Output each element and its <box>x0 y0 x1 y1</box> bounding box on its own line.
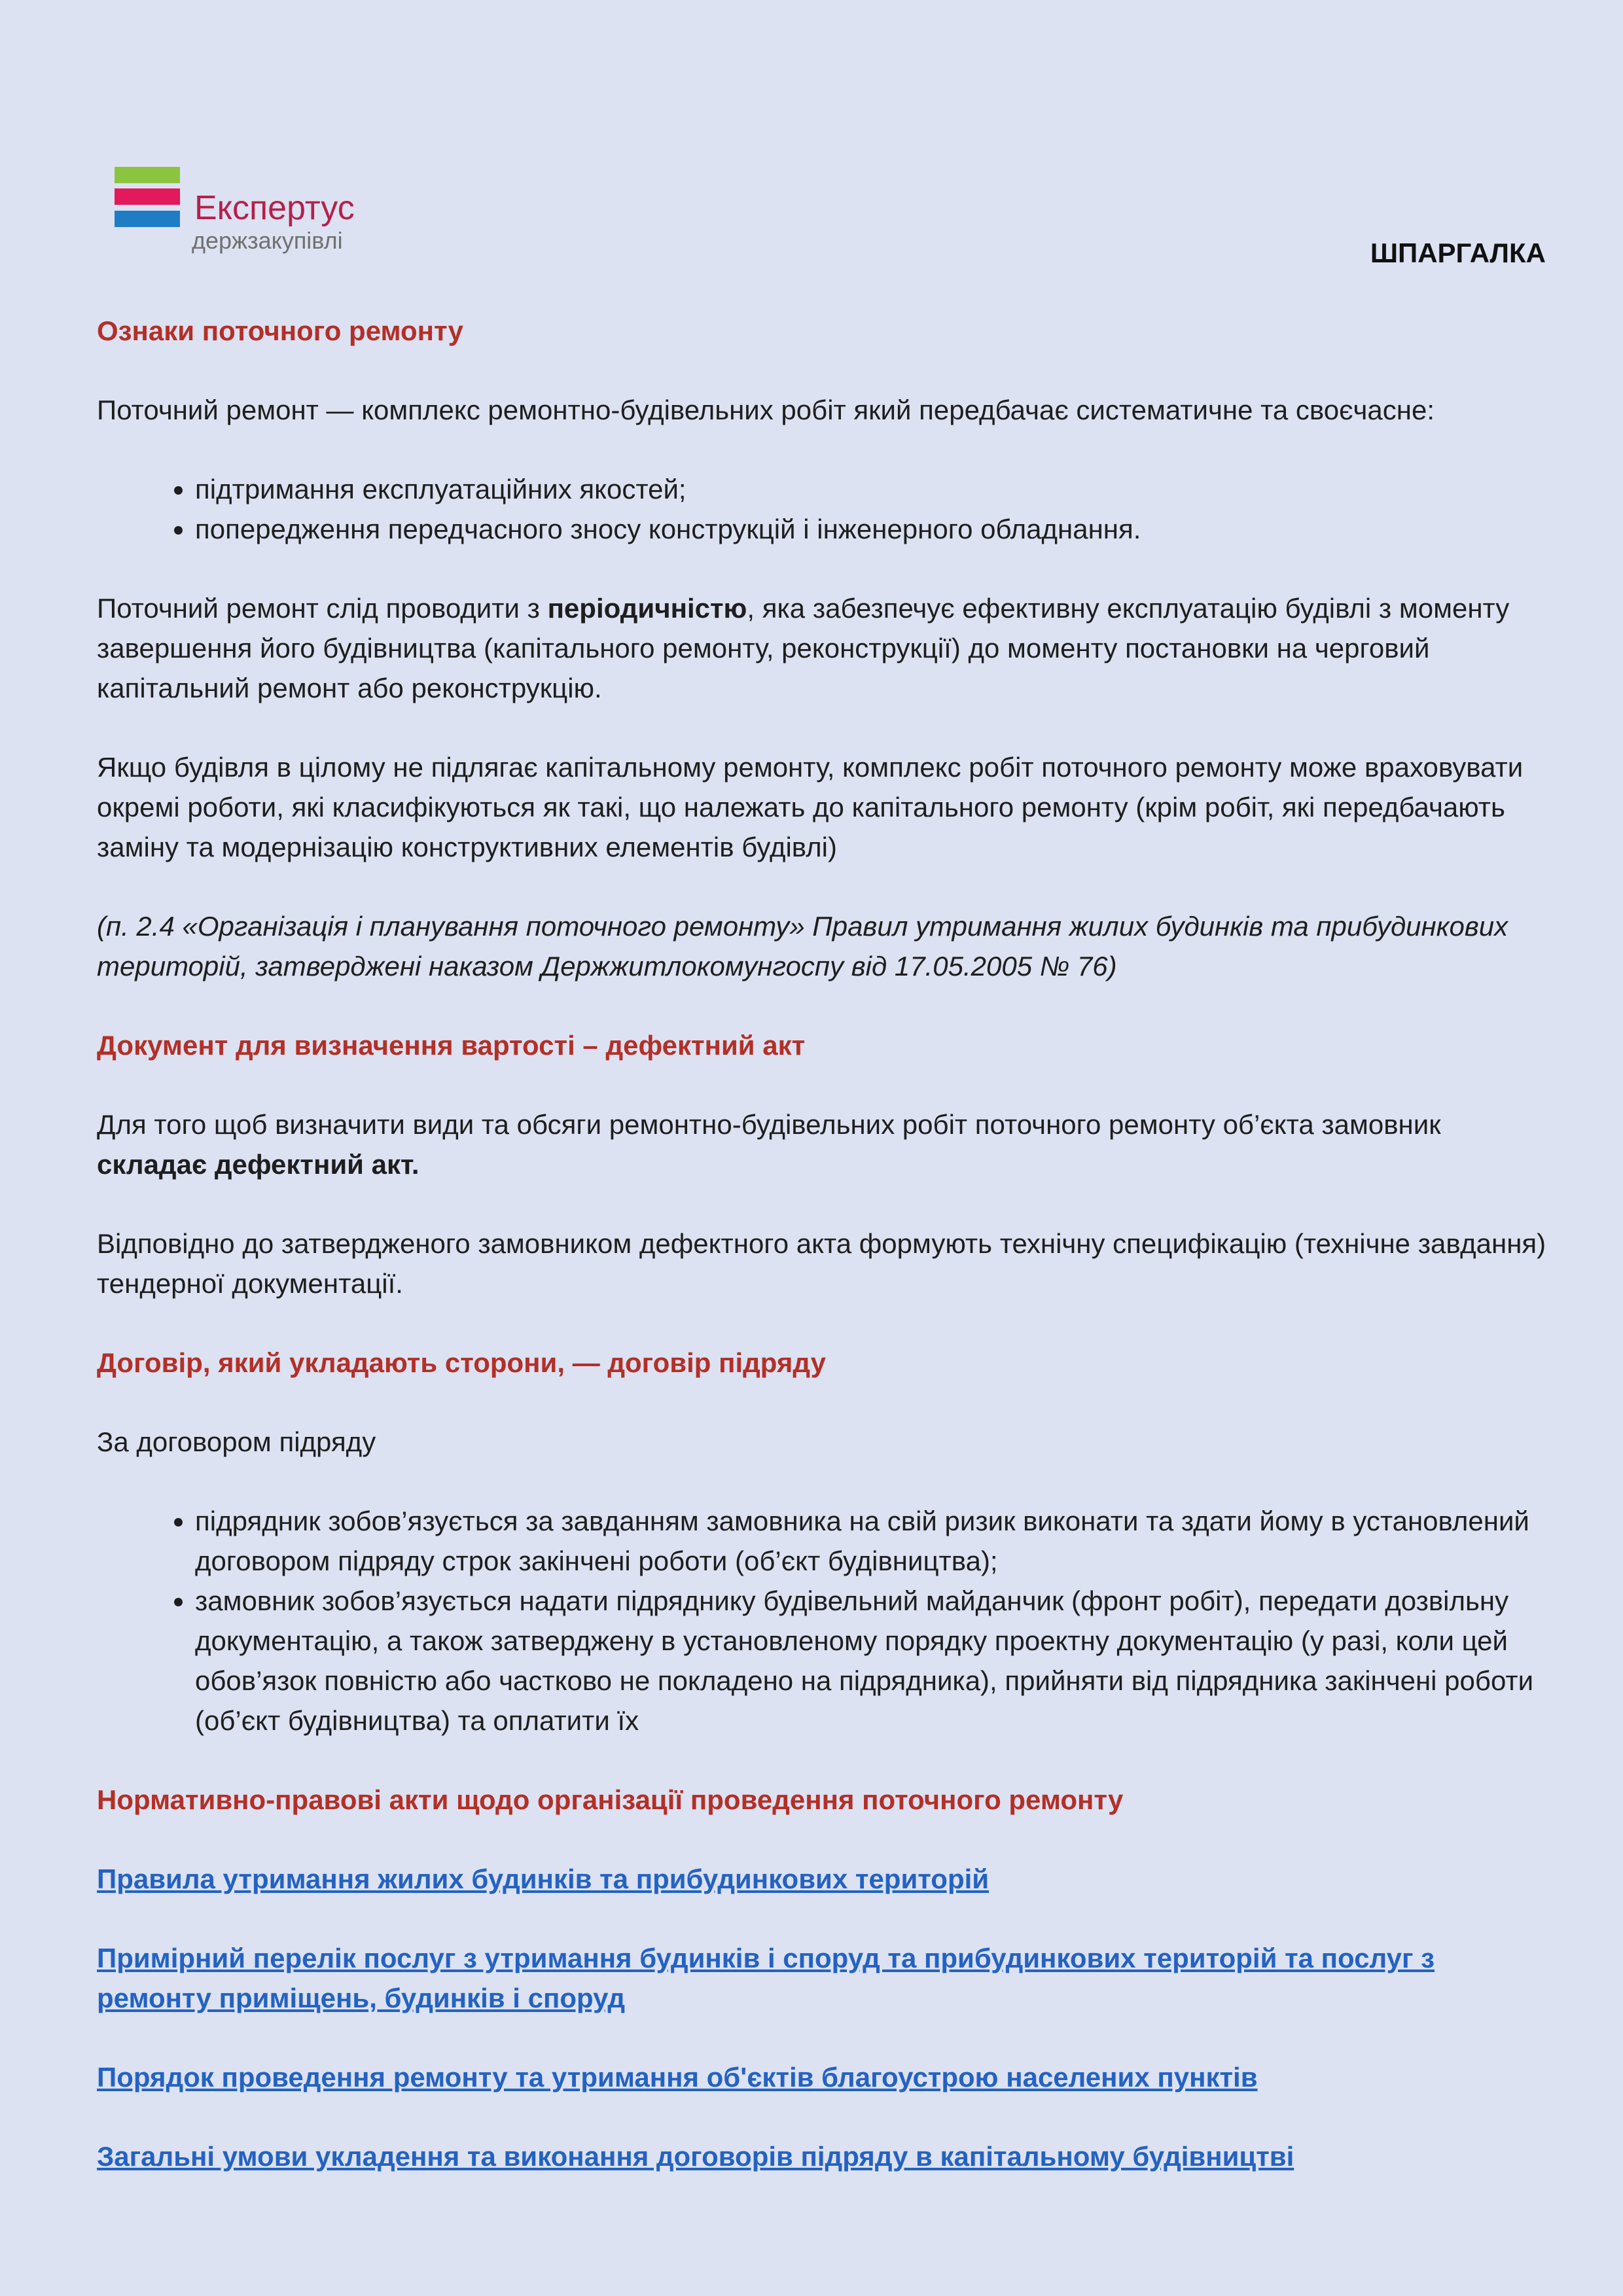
paragraph-contract-intro: За договором підряду <box>97 1426 376 1457</box>
logo-blue-bar <box>115 211 180 227</box>
list-item: • підрядник зобов’язується за завданням замовника на свій ризик виконати та здати йому в установлений договором підряду строк закінчені роботи (об’єкт будівництва); <box>195 1501 1546 1581</box>
paragraph-defect-act <box>97 1104 1546 1184</box>
logo <box>115 164 389 262</box>
text-span: , яка забезпечує ефективну експлуатацію будівлі з моменту завершення його будівництва (капітального ремонту, реконструкції) до моменту постановки на черговий капітальний ремонт або реконструкцію. <box>97 593 1510 703</box>
paragraph-specification: Відповідно до затвердженого замовником дефектного акта формують технічну специфікацію (технічне завдання) тендерної документації. <box>97 1228 1546 1299</box>
paragraph-definition: Поточний ремонт — комплекс ремонтно-будівельних робіт який передбачає систематичне та своєчасне: <box>97 395 1435 425</box>
citation: (п. 2.4 «Організація і планування поточного ремонту» Правил утримання жилих будинків та прибудинкових територій, затверджені наказом Держжитлокомунгоспу від 17.05.2005 № 76) <box>97 911 1508 981</box>
bullet-list-contract <box>97 1501 1546 1740</box>
logo-subtitle: держзакупівлі <box>192 227 343 254</box>
link-contract-conditions[interactable]: Загальні умови укладення та виконання договорів підряду в капітальному будівництві <box>97 2141 1294 2172</box>
cheat-sheet-label: ШПАРГАЛКА <box>1370 238 1546 268</box>
section-heading-signs: Ознаки поточного ремонту <box>97 315 464 346</box>
section-heading-regulations: Нормативно-правові акти щодо організації проведення поточного ремонту <box>97 1784 1124 1815</box>
logo-brand: Експертус <box>194 189 355 227</box>
list-item: • замовник зобов’язується надати підряднику будівельний майданчик (фронт робіт), передати дозвільну документацію, а також затверджену в установленому порядку проектну документацію (у разі, коли цей обов’язок повністю або частково не покладено на підрядника), прийняти від підрядника закінчені роботи (об’єкт будівництва) та оплатити їх <box>195 1581 1546 1740</box>
paragraph-periodicity <box>97 588 1546 708</box>
text-span: Поточний ремонт слід проводити з <box>97 593 548 624</box>
link-housing-rules[interactable]: Правила утримання жилих будинків та прибудинкових територій <box>97 1863 990 1894</box>
list-item: • підтримання експлуатаційних якостей; <box>195 469 1546 509</box>
logo-green-bar <box>115 167 180 183</box>
bold-text: періодичністю <box>547 593 747 624</box>
document-body <box>97 311 1546 2176</box>
text-span: Для того щоб визначити види та обсяги ремонтно-будівельних робіт поточного ремонту об’єкта замовник <box>97 1109 1441 1140</box>
link-landscaping-procedure[interactable]: Порядок проведення ремонту та утримання об'єктів благоустрою населених пунктів <box>97 2062 1258 2093</box>
bold-text: складає дефектний акт. <box>97 1149 419 1180</box>
logo-pink-bar <box>115 188 180 205</box>
section-heading-contract: Договір, який укладають сторони, — договір підряду <box>97 1347 826 1378</box>
list-item: • попередження передчасного зносу конструкцій і інженерного обладнання. <box>195 509 1546 549</box>
paragraph-capital-repair: Якщо будівля в цілому не підлягає капітальному ремонту, комплекс робіт поточного ремонту може враховувати окремі роботи, які класифікуються як такі, що належать до капітального ремонту (крім робіт, які передбачають заміну та модернізацію конструктивних елементів будівлі) <box>97 752 1524 862</box>
bullet-list-maintenance <box>97 469 1546 549</box>
section-heading-defect-act: Документ для визначення вартості – дефектний акт <box>97 1030 806 1061</box>
link-services-list[interactable]: Примірний перелік послуг з утримання будинків і споруд та прибудинкових територій та послуг з ремонту приміщень, будинків і споруд <box>97 1943 1435 2013</box>
